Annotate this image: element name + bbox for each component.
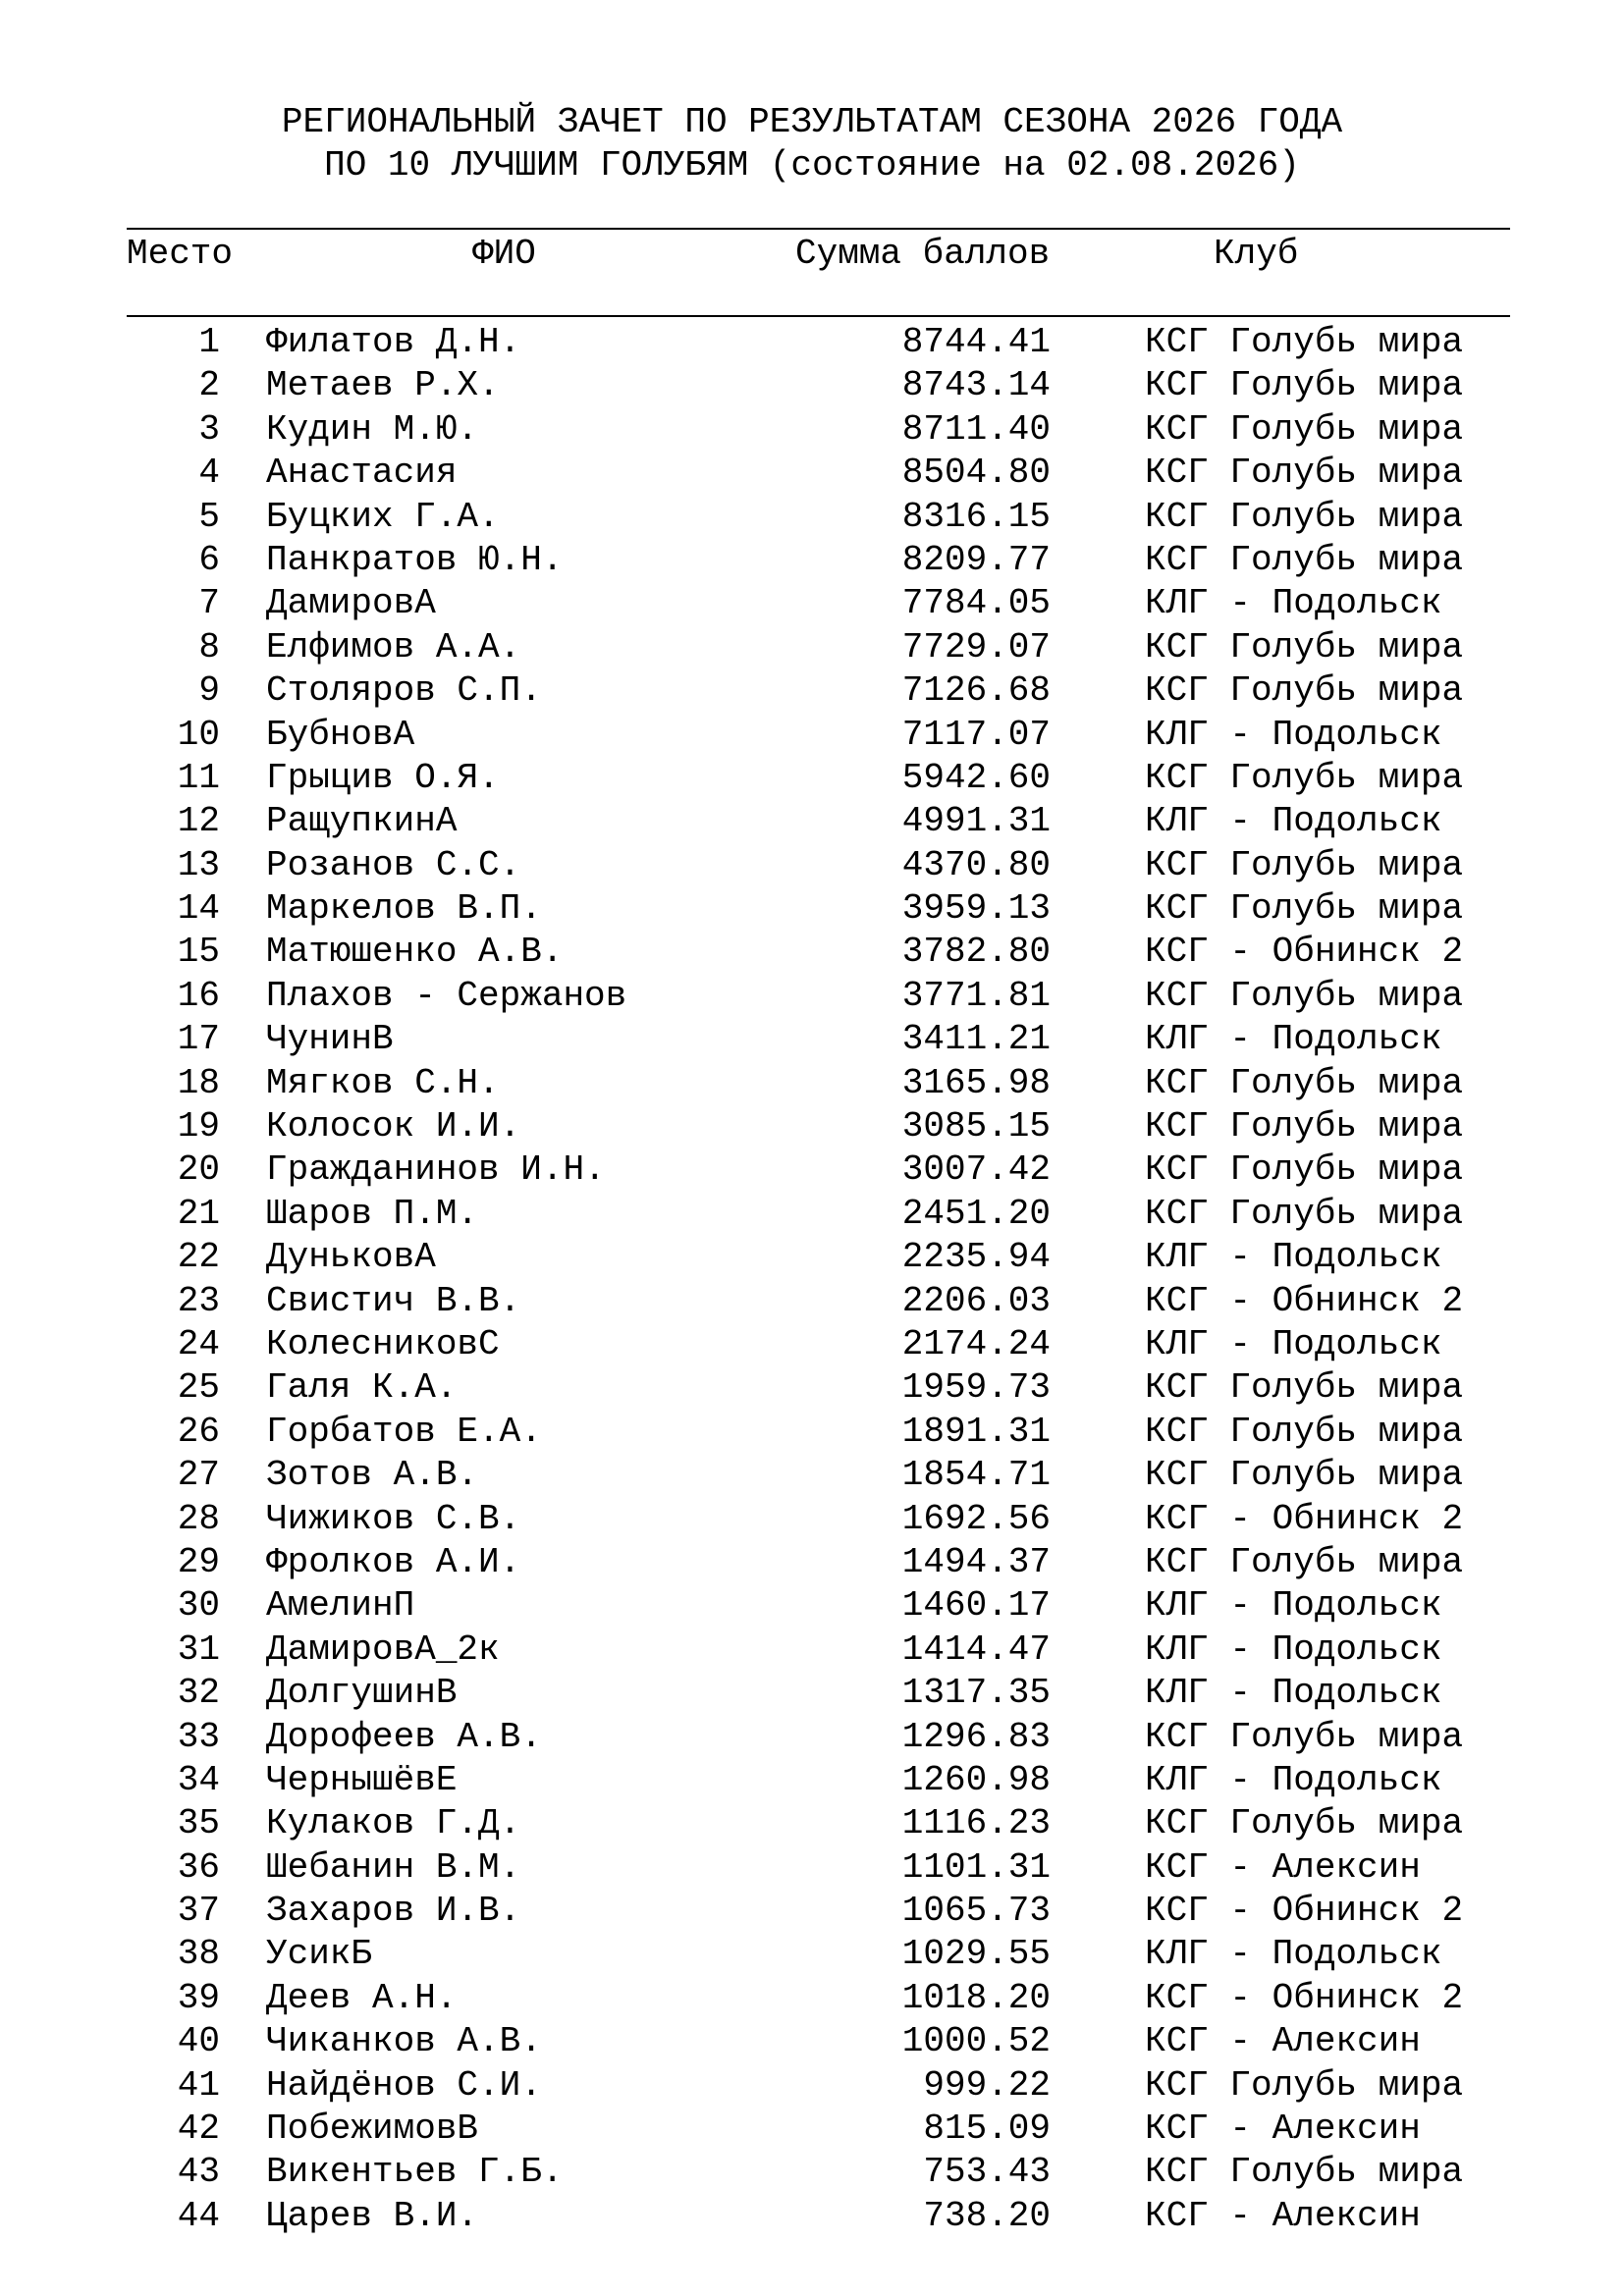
table-row bbox=[0, 1629, 1624, 1672]
row-fio: Столяров С.П. bbox=[266, 670, 542, 712]
row-score: 2451.20 bbox=[901, 1193, 1051, 1234]
row-fio: Деев А.Н. bbox=[266, 1977, 458, 2018]
row-fio: КолесниковС bbox=[266, 1323, 500, 1364]
row-place: 39 bbox=[177, 1977, 220, 2018]
row-place: 35 bbox=[177, 1803, 220, 1844]
row-place: 18 bbox=[177, 1062, 220, 1103]
row-score: 3085.15 bbox=[901, 1106, 1051, 1148]
row-place: 33 bbox=[177, 1716, 220, 1757]
row-fio: Шебанин В.М. bbox=[266, 1846, 521, 1888]
row-fio: Гражданинов И.Н. bbox=[266, 1149, 606, 1191]
row-club: КЛГ - Подольск bbox=[1145, 714, 1442, 755]
row-place: 17 bbox=[177, 1019, 220, 1060]
row-place: 3 bbox=[198, 408, 220, 450]
table-row bbox=[0, 669, 1624, 713]
row-fio: Панкратов Ю.Н. bbox=[266, 539, 564, 580]
row-score: 7126.68 bbox=[901, 670, 1051, 712]
row-place: 13 bbox=[177, 844, 220, 885]
row-score: 3007.42 bbox=[901, 1149, 1051, 1191]
row-score: 8711.40 bbox=[901, 408, 1051, 450]
document-title bbox=[0, 101, 1624, 187]
row-club: КСГ Голубь мира bbox=[1145, 2152, 1464, 2193]
row-place: 8 bbox=[198, 626, 220, 667]
table-row bbox=[0, 1759, 1624, 1802]
table-row bbox=[0, 1411, 1624, 1454]
table-row bbox=[0, 539, 1624, 582]
row-club: КЛГ - Подольск bbox=[1145, 1759, 1442, 1800]
row-score: 7784.05 bbox=[901, 583, 1051, 624]
title-line-2: ПО 10 ЛУЧШИМ ГОЛУБЯМ (состояние на 02.08.2026) bbox=[324, 145, 1300, 186]
row-score: 3959.13 bbox=[901, 888, 1051, 930]
row-place: 29 bbox=[177, 1541, 220, 1582]
row-score: 1317.35 bbox=[901, 1673, 1051, 1714]
row-score: 999.22 bbox=[923, 2064, 1051, 2106]
row-club: КСГ Голубь мира bbox=[1145, 1106, 1464, 1148]
row-score: 5942.60 bbox=[901, 757, 1051, 798]
row-place: 37 bbox=[177, 1891, 220, 1932]
row-fio: Елфимов А.А. bbox=[266, 626, 521, 667]
row-score: 8209.77 bbox=[901, 539, 1051, 580]
row-place: 2 bbox=[198, 365, 220, 406]
row-club: КСГ - Обнинск 2 bbox=[1145, 1498, 1464, 1539]
row-club: КСГ Голубь мира bbox=[1145, 1541, 1464, 1582]
row-fio: Царев В.И. bbox=[266, 2195, 479, 2236]
table-row bbox=[0, 582, 1624, 625]
row-club: КСГ Голубь мира bbox=[1145, 1803, 1464, 1844]
row-club: КЛГ - Подольск bbox=[1145, 1673, 1442, 1714]
row-fio: Колосок И.И. bbox=[266, 1106, 521, 1148]
table-row bbox=[0, 1323, 1624, 1366]
row-score: 1891.31 bbox=[901, 1411, 1051, 1452]
table-row bbox=[0, 1802, 1624, 1845]
row-club: КСГ - Алексин bbox=[1145, 2021, 1421, 2062]
table-header bbox=[0, 233, 1624, 276]
row-score: 3411.21 bbox=[901, 1019, 1051, 1060]
row-fio: ДамировА_2к bbox=[266, 1629, 500, 1670]
row-score: 1494.37 bbox=[901, 1541, 1051, 1582]
row-place: 38 bbox=[177, 1934, 220, 1975]
row-place: 1 bbox=[198, 322, 220, 362]
row-score: 1029.55 bbox=[901, 1934, 1051, 1975]
row-score: 8743.14 bbox=[901, 365, 1051, 406]
row-place: 25 bbox=[177, 1367, 220, 1409]
row-fio: Грыцив О.Я. bbox=[266, 757, 500, 798]
row-place: 26 bbox=[177, 1411, 220, 1452]
table-row bbox=[0, 2020, 1624, 2063]
row-score: 3165.98 bbox=[901, 1062, 1051, 1103]
row-club: КСГ Голубь мира bbox=[1145, 1062, 1464, 1103]
table-row bbox=[0, 931, 1624, 974]
row-score: 1101.31 bbox=[901, 1846, 1051, 1888]
row-place: 14 bbox=[177, 888, 220, 930]
header-club: Клуб bbox=[1214, 234, 1299, 274]
row-score: 738.20 bbox=[923, 2195, 1051, 2236]
row-club: КСГ Голубь мира bbox=[1145, 496, 1464, 537]
row-place: 15 bbox=[177, 932, 220, 973]
row-score: 815.09 bbox=[923, 2109, 1051, 2150]
table-row bbox=[0, 1366, 1624, 1410]
row-score: 1854.71 bbox=[901, 1455, 1051, 1496]
table-row bbox=[0, 1498, 1624, 1541]
table-row bbox=[0, 496, 1624, 539]
row-score: 2174.24 bbox=[901, 1323, 1051, 1364]
header-fio: ФИО bbox=[472, 234, 536, 274]
row-place: 20 bbox=[177, 1149, 220, 1191]
row-club: КСГ Голубь мира bbox=[1145, 1411, 1464, 1452]
table-row bbox=[0, 800, 1624, 843]
table-row bbox=[0, 1716, 1624, 1759]
row-place: 36 bbox=[177, 1846, 220, 1888]
row-place: 43 bbox=[177, 2152, 220, 2193]
row-place: 22 bbox=[177, 1237, 220, 1278]
row-club: КСГ Голубь мира bbox=[1145, 626, 1464, 667]
row-fio: ДуньковА bbox=[266, 1237, 436, 1278]
row-fio: Мягков С.Н. bbox=[266, 1062, 500, 1103]
row-club: КСГ Голубь мира bbox=[1145, 888, 1464, 930]
table-row bbox=[0, 844, 1624, 887]
row-fio: Найдёнов С.И. bbox=[266, 2064, 542, 2106]
header-place: Место bbox=[127, 234, 234, 274]
row-score: 1000.52 bbox=[901, 2021, 1051, 2062]
table-row bbox=[0, 2064, 1624, 2108]
row-club: КСГ Голубь мира bbox=[1145, 539, 1464, 580]
table-row bbox=[0, 1062, 1624, 1105]
row-fio: Горбатов Е.А. bbox=[266, 1411, 542, 1452]
row-place: 12 bbox=[177, 801, 220, 842]
table-row bbox=[0, 364, 1624, 407]
row-place: 9 bbox=[198, 670, 220, 712]
row-club: КСГ - Обнинск 2 bbox=[1145, 1280, 1464, 1321]
row-fio: АмелинП bbox=[266, 1585, 415, 1627]
row-place: 44 bbox=[177, 2195, 220, 2236]
row-fio: Свистич В.В. bbox=[266, 1280, 521, 1321]
row-club: КЛГ - Подольск bbox=[1145, 1237, 1442, 1278]
row-fio: Фролков А.И. bbox=[266, 1541, 521, 1582]
table-row bbox=[0, 975, 1624, 1018]
row-score: 3782.80 bbox=[901, 932, 1051, 973]
row-fio: Розанов С.С. bbox=[266, 844, 521, 885]
row-score: 2206.03 bbox=[901, 1280, 1051, 1321]
row-fio: ПобежимовВ bbox=[266, 2109, 479, 2150]
row-fio: Филатов Д.Н. bbox=[266, 322, 521, 362]
row-place: 11 bbox=[177, 757, 220, 798]
table-row bbox=[0, 1236, 1624, 1279]
row-club: КСГ Голубь мира bbox=[1145, 322, 1464, 362]
row-fio: Метаев Р.Х. bbox=[266, 365, 500, 406]
table-row bbox=[0, 1846, 1624, 1890]
table-top-rule bbox=[127, 228, 1510, 230]
row-fio: Буцких Г.А. bbox=[266, 496, 500, 537]
row-club: КСГ Голубь мира bbox=[1145, 2064, 1464, 2106]
row-fio: Плахов - Сержанов bbox=[266, 975, 627, 1016]
row-club: КСГ - Обнинск 2 bbox=[1145, 1977, 1464, 2018]
row-club: КЛГ - Подольск bbox=[1145, 1585, 1442, 1627]
row-fio: Маркелов В.П. bbox=[266, 888, 542, 930]
row-score: 1692.56 bbox=[901, 1498, 1051, 1539]
row-club: КСГ Голубь мира bbox=[1145, 1716, 1464, 1757]
row-score: 8316.15 bbox=[901, 496, 1051, 537]
row-club: КСГ Голубь мира bbox=[1145, 1193, 1464, 1234]
table-row bbox=[0, 1977, 1624, 2020]
row-score: 1959.73 bbox=[901, 1367, 1051, 1409]
row-fio: РащупкинА bbox=[266, 801, 458, 842]
table-row bbox=[0, 757, 1624, 800]
row-club: КСГ - Алексин bbox=[1145, 2195, 1421, 2236]
row-score: 8504.80 bbox=[901, 453, 1051, 494]
row-fio: Чижиков С.В. bbox=[266, 1498, 521, 1539]
table-row bbox=[0, 1193, 1624, 1236]
row-fio: Кулаков Г.Д. bbox=[266, 1803, 521, 1844]
table-row bbox=[0, 1584, 1624, 1628]
row-fio: Чиканков А.В. bbox=[266, 2021, 542, 2062]
row-place: 32 bbox=[177, 1673, 220, 1714]
row-score: 1414.47 bbox=[901, 1629, 1051, 1670]
row-place: 5 bbox=[198, 496, 220, 537]
table-row bbox=[0, 1454, 1624, 1497]
row-place: 16 bbox=[177, 975, 220, 1016]
row-score: 1116.23 bbox=[901, 1803, 1051, 1844]
table-row bbox=[0, 1890, 1624, 1933]
results-table-body bbox=[0, 321, 1624, 2238]
row-score: 1260.98 bbox=[901, 1759, 1051, 1800]
table-row bbox=[0, 1672, 1624, 1715]
table-row bbox=[0, 2151, 1624, 2194]
row-club: КСГ Голубь мира bbox=[1145, 1149, 1464, 1191]
row-place: 34 bbox=[177, 1759, 220, 1800]
row-club: КСГ Голубь мира bbox=[1145, 757, 1464, 798]
table-row bbox=[0, 321, 1624, 364]
row-place: 10 bbox=[177, 714, 220, 755]
row-fio: Кудин М.Ю. bbox=[266, 408, 479, 450]
row-place: 23 bbox=[177, 1280, 220, 1321]
row-score: 1018.20 bbox=[901, 1977, 1051, 2018]
row-fio: Дорофеев А.В. bbox=[266, 1716, 542, 1757]
row-club: КЛГ - Подольск bbox=[1145, 1323, 1442, 1364]
row-club: КЛГ - Подольск bbox=[1145, 801, 1442, 842]
row-score: 7729.07 bbox=[901, 626, 1051, 667]
title-line-1: РЕГИОНАЛЬНЫЙ ЗАЧЕТ ПО РЕЗУЛЬТАТАМ СЕЗОНА 2026 ГОДА bbox=[281, 102, 1343, 142]
row-fio: УсикБ bbox=[266, 1934, 373, 1975]
table-row bbox=[0, 626, 1624, 669]
table-row bbox=[0, 1541, 1624, 1584]
header-score: Сумма баллов bbox=[795, 234, 1051, 274]
table-row bbox=[0, 1933, 1624, 1976]
row-fio: ДамировА bbox=[266, 583, 436, 624]
table-row bbox=[0, 1018, 1624, 1061]
row-club: КСГ Голубь мира bbox=[1145, 975, 1464, 1016]
row-club: КСГ - Алексин bbox=[1145, 2109, 1421, 2150]
row-club: КСГ Голубь мира bbox=[1145, 1455, 1464, 1496]
row-fio: БубновА bbox=[266, 714, 415, 755]
row-fio: Викентьев Г.Б. bbox=[266, 2152, 564, 2193]
row-club: КСГ - Обнинск 2 bbox=[1145, 1891, 1464, 1932]
table-row bbox=[0, 408, 1624, 452]
row-score: 8744.41 bbox=[901, 322, 1051, 362]
row-place: 27 bbox=[177, 1455, 220, 1496]
row-fio: ЧернышёвЕ bbox=[266, 1759, 458, 1800]
row-place: 30 bbox=[177, 1585, 220, 1627]
table-row bbox=[0, 1148, 1624, 1192]
row-score: 7117.07 bbox=[901, 714, 1051, 755]
table-row bbox=[0, 1280, 1624, 1323]
row-fio: ЧунинВ bbox=[266, 1019, 394, 1060]
table-row bbox=[0, 887, 1624, 931]
row-score: 753.43 bbox=[923, 2152, 1051, 2193]
row-place: 28 bbox=[177, 1498, 220, 1539]
table-row bbox=[0, 452, 1624, 495]
row-place: 31 bbox=[177, 1629, 220, 1670]
row-club: КСГ - Обнинск 2 bbox=[1145, 932, 1464, 973]
row-place: 21 bbox=[177, 1193, 220, 1234]
table-row bbox=[0, 1105, 1624, 1148]
row-score: 1460.17 bbox=[901, 1585, 1051, 1627]
row-place: 41 bbox=[177, 2064, 220, 2106]
row-score: 3771.81 bbox=[901, 975, 1051, 1016]
row-club: КСГ Голубь мира bbox=[1145, 844, 1464, 885]
row-fio: Галя К.А. bbox=[266, 1367, 458, 1409]
table-row bbox=[0, 2195, 1624, 2238]
row-place: 40 bbox=[177, 2021, 220, 2062]
table-row bbox=[0, 714, 1624, 757]
row-score: 4991.31 bbox=[901, 801, 1051, 842]
row-fio: Матюшенко А.В. bbox=[266, 932, 564, 973]
row-place: 19 bbox=[177, 1106, 220, 1148]
row-fio: Захаров И.В. bbox=[266, 1891, 521, 1932]
row-fio: Шаров П.М. bbox=[266, 1193, 479, 1234]
table-header-rule bbox=[127, 315, 1510, 317]
row-club: КСГ Голубь мира bbox=[1145, 1367, 1464, 1409]
row-club: КСГ Голубь мира bbox=[1145, 408, 1464, 450]
row-place: 6 bbox=[198, 539, 220, 580]
row-score: 2235.94 bbox=[901, 1237, 1051, 1278]
row-place: 4 bbox=[198, 453, 220, 494]
row-club: КЛГ - Подольск bbox=[1145, 583, 1442, 624]
row-club: КСГ Голубь мира bbox=[1145, 670, 1464, 712]
row-fio: ДолгушинВ bbox=[266, 1673, 458, 1714]
row-place: 7 bbox=[198, 583, 220, 624]
row-club: КСГ - Алексин bbox=[1145, 1846, 1421, 1888]
row-club: КЛГ - Подольск bbox=[1145, 1629, 1442, 1670]
row-score: 1065.73 bbox=[901, 1891, 1051, 1932]
row-score: 1296.83 bbox=[901, 1716, 1051, 1757]
row-club: КСГ Голубь мира bbox=[1145, 365, 1464, 406]
row-fio: Зотов А.В. bbox=[266, 1455, 479, 1496]
row-score: 4370.80 bbox=[901, 844, 1051, 885]
table-row bbox=[0, 2108, 1624, 2151]
row-fio: Анастасия bbox=[266, 453, 458, 494]
row-club: КСГ Голубь мира bbox=[1145, 453, 1464, 494]
row-place: 42 bbox=[177, 2109, 220, 2150]
row-club: КЛГ - Подольск bbox=[1145, 1934, 1442, 1975]
row-place: 24 bbox=[177, 1323, 220, 1364]
row-club: КЛГ - Подольск bbox=[1145, 1019, 1442, 1060]
